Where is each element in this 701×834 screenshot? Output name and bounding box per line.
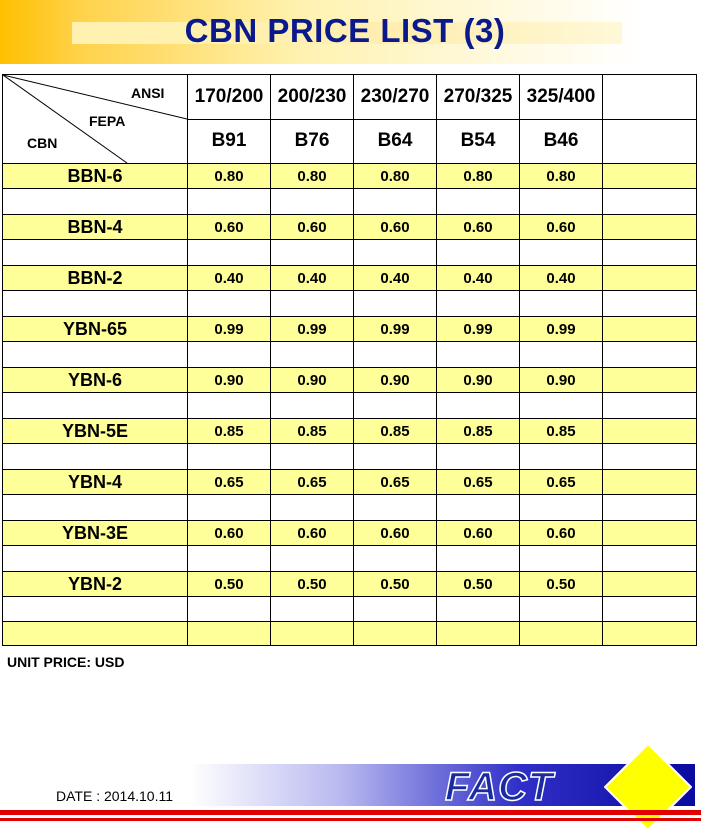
product-row	[3, 215, 697, 240]
price-cell: 0.65	[520, 470, 603, 495]
spacer-row	[3, 546, 697, 572]
empty-cell	[603, 521, 697, 546]
price-cell: 0.99	[437, 317, 520, 342]
price-cell: 0.40	[437, 266, 520, 291]
empty-cell	[437, 240, 520, 266]
fepa-grade-cell: B91	[188, 119, 271, 164]
price-cell: 0.85	[188, 419, 271, 444]
ansi-label: ANSI	[131, 85, 165, 101]
spacer-row	[3, 342, 697, 368]
empty-cell	[520, 291, 603, 317]
empty-cell	[271, 240, 354, 266]
date-label: DATE : 2014.10.11	[56, 788, 173, 804]
empty-cell	[354, 622, 437, 646]
ansi-header-row	[3, 75, 697, 120]
empty-cell	[188, 393, 271, 419]
spacer-row	[3, 597, 697, 622]
spacer-row	[3, 495, 697, 521]
fepa-grade-cell: B76	[271, 119, 354, 164]
empty-cell	[603, 572, 697, 597]
empty-cell	[520, 546, 603, 572]
fact-logo: FACT	[445, 765, 554, 809]
price-cell: 0.80	[354, 164, 437, 189]
ansi-size-cell: 325/400	[520, 75, 603, 120]
product-row	[3, 266, 697, 291]
product-name-cell: YBN-65	[3, 317, 188, 342]
empty-cell	[3, 342, 188, 368]
fepa-grade-cell: B54	[437, 119, 520, 164]
empty-cell	[437, 495, 520, 521]
footer-red-line	[0, 810, 701, 815]
product-name-cell: YBN-5E	[3, 419, 188, 444]
empty-cell	[354, 189, 437, 215]
empty-cell	[3, 546, 188, 572]
product-row	[3, 470, 697, 495]
price-cell: 0.90	[188, 368, 271, 393]
page-title: CBN PRICE LIST (3)	[184, 12, 506, 49]
product-name-cell: YBN-3E	[3, 521, 188, 546]
empty-cell	[188, 622, 271, 646]
empty-cell	[603, 470, 697, 495]
empty-cell	[188, 240, 271, 266]
empty-cell	[520, 622, 603, 646]
empty-header-cell	[603, 75, 697, 120]
price-cell: 0.65	[188, 470, 271, 495]
price-cell: 0.85	[271, 419, 354, 444]
cbn-label: CBN	[27, 135, 58, 151]
price-cell: 0.50	[188, 572, 271, 597]
price-cell: 0.90	[437, 368, 520, 393]
empty-cell	[354, 546, 437, 572]
empty-cell	[354, 240, 437, 266]
empty-cell	[603, 342, 697, 368]
price-cell: 0.85	[354, 419, 437, 444]
empty-cell	[271, 622, 354, 646]
price-cell: 0.85	[437, 419, 520, 444]
price-cell: 0.65	[437, 470, 520, 495]
empty-cell	[3, 622, 188, 646]
spacer-row	[3, 189, 697, 215]
price-cell: 0.60	[520, 521, 603, 546]
empty-cell	[271, 291, 354, 317]
price-cell: 0.40	[271, 266, 354, 291]
empty-cell	[271, 546, 354, 572]
empty-cell	[603, 215, 697, 240]
empty-cell	[354, 495, 437, 521]
empty-cell	[271, 189, 354, 215]
product-name-cell: BBN-4	[3, 215, 188, 240]
empty-cell	[3, 495, 188, 521]
price-cell: 0.60	[271, 521, 354, 546]
empty-cell	[603, 266, 697, 291]
price-cell: 0.99	[354, 317, 437, 342]
fepa-label: FEPA	[89, 113, 126, 129]
empty-cell	[188, 546, 271, 572]
empty-cell	[3, 597, 188, 622]
spacer-row	[3, 444, 697, 470]
empty-cell	[188, 189, 271, 215]
empty-cell	[271, 342, 354, 368]
price-cell: 0.60	[354, 215, 437, 240]
product-row	[3, 419, 697, 444]
empty-cell	[437, 342, 520, 368]
empty-cell	[437, 393, 520, 419]
price-table	[2, 74, 697, 646]
empty-cell	[354, 597, 437, 622]
empty-cell	[354, 444, 437, 470]
empty-cell	[188, 291, 271, 317]
empty-cell	[3, 291, 188, 317]
empty-cell	[354, 342, 437, 368]
price-cell: 0.85	[520, 419, 603, 444]
price-cell: 0.60	[271, 215, 354, 240]
empty-cell	[437, 444, 520, 470]
price-cell: 0.50	[520, 572, 603, 597]
ansi-size-cell: 230/270	[354, 75, 437, 120]
empty-cell	[603, 393, 697, 419]
empty-header-cell	[603, 119, 697, 164]
price-cell: 0.60	[188, 215, 271, 240]
empty-cell	[437, 189, 520, 215]
price-cell: 0.99	[271, 317, 354, 342]
empty-cell	[354, 393, 437, 419]
empty-cell	[520, 444, 603, 470]
empty-cell	[271, 393, 354, 419]
price-cell: 0.65	[271, 470, 354, 495]
price-cell: 0.60	[188, 521, 271, 546]
empty-cell	[603, 495, 697, 521]
empty-cell	[271, 597, 354, 622]
empty-cell	[520, 597, 603, 622]
product-name-cell: BBN-6	[3, 164, 188, 189]
product-name-cell: BBN-2	[3, 266, 188, 291]
fepa-grade-cell: B64	[354, 119, 437, 164]
empty-cell	[603, 317, 697, 342]
price-cell: 0.65	[354, 470, 437, 495]
empty-cell	[437, 291, 520, 317]
footer-red-line-thin	[0, 818, 701, 821]
price-cell: 0.40	[188, 266, 271, 291]
empty-cell	[188, 495, 271, 521]
price-cell: 0.60	[437, 215, 520, 240]
empty-cell	[603, 622, 697, 646]
product-name-cell: YBN-2	[3, 572, 188, 597]
empty-cell	[520, 240, 603, 266]
price-cell: 0.90	[520, 368, 603, 393]
empty-cell	[437, 597, 520, 622]
empty-cell	[520, 393, 603, 419]
product-row	[3, 317, 697, 342]
ansi-size-cell: 270/325	[437, 75, 520, 120]
price-cell: 0.99	[188, 317, 271, 342]
empty-cell	[188, 444, 271, 470]
empty-cell	[603, 291, 697, 317]
empty-cell	[3, 240, 188, 266]
price-cell: 0.90	[271, 368, 354, 393]
product-row	[3, 368, 697, 393]
product-name-cell: YBN-4	[3, 470, 188, 495]
product-name-cell: YBN-6	[3, 368, 188, 393]
ansi-size-cell: 200/230	[271, 75, 354, 120]
price-cell: 0.99	[520, 317, 603, 342]
empty-cell	[603, 546, 697, 572]
empty-cell	[603, 240, 697, 266]
empty-cell	[188, 597, 271, 622]
unit-price-note: UNIT PRICE: USD	[7, 654, 125, 670]
corner-header-cell	[3, 75, 188, 164]
fepa-grade-cell: B46	[520, 119, 603, 164]
price-cell: 0.50	[437, 572, 520, 597]
empty-cell	[603, 597, 697, 622]
empty-cell	[603, 189, 697, 215]
empty-cell	[271, 495, 354, 521]
empty-cell	[603, 164, 697, 189]
empty-cell	[354, 291, 437, 317]
price-cell: 0.80	[271, 164, 354, 189]
price-cell: 0.40	[354, 266, 437, 291]
product-row	[3, 521, 697, 546]
product-row	[3, 572, 697, 597]
empty-cell	[603, 368, 697, 393]
empty-cell	[603, 444, 697, 470]
price-cell: 0.80	[520, 164, 603, 189]
price-cell: 0.60	[437, 521, 520, 546]
empty-cell	[603, 419, 697, 444]
empty-cell	[3, 393, 188, 419]
empty-cell	[3, 444, 188, 470]
price-cell: 0.40	[520, 266, 603, 291]
price-cell: 0.50	[271, 572, 354, 597]
ansi-size-cell: 170/200	[188, 75, 271, 120]
price-cell: 0.80	[188, 164, 271, 189]
empty-cell	[3, 189, 188, 215]
price-cell: 0.50	[354, 572, 437, 597]
spacer-row	[3, 291, 697, 317]
empty-cell	[271, 444, 354, 470]
spacer-row	[3, 240, 697, 266]
empty-cell	[520, 495, 603, 521]
empty-cell	[188, 342, 271, 368]
price-cell: 0.60	[520, 215, 603, 240]
price-cell: 0.60	[354, 521, 437, 546]
empty-cell	[520, 342, 603, 368]
empty-cell	[520, 189, 603, 215]
price-cell: 0.80	[437, 164, 520, 189]
price-cell: 0.90	[354, 368, 437, 393]
empty-highlight-row	[3, 622, 697, 646]
product-row	[3, 164, 697, 189]
empty-cell	[437, 622, 520, 646]
empty-cell	[437, 546, 520, 572]
spacer-row	[3, 393, 697, 419]
